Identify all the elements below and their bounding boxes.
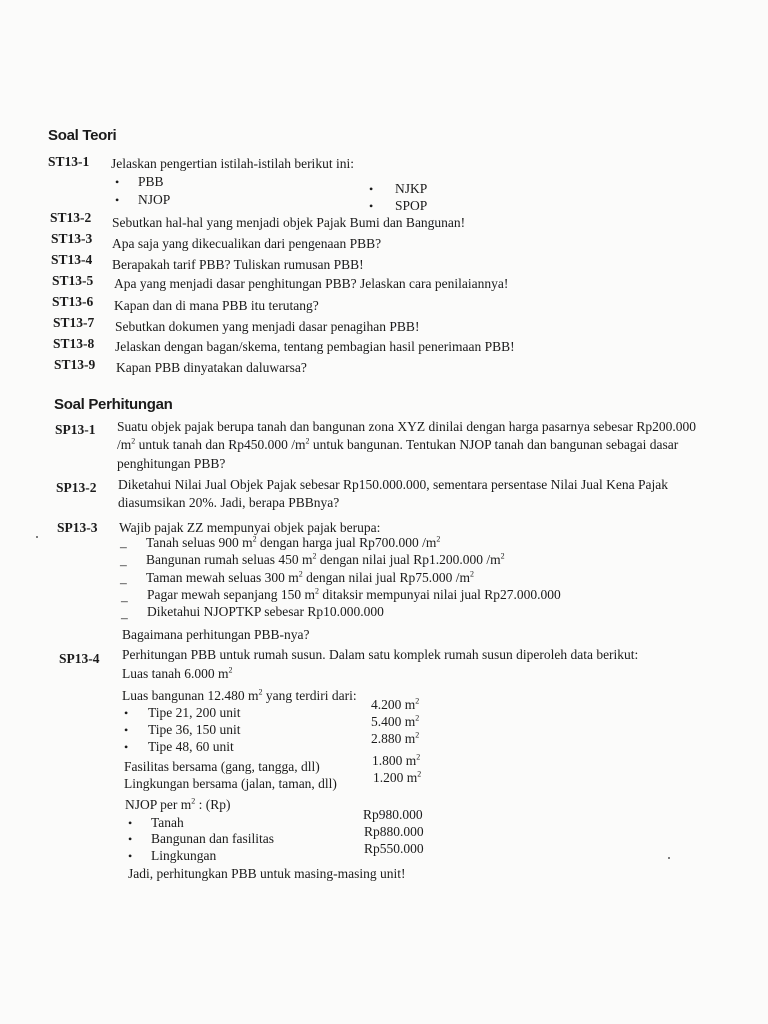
question-text: Sebutkan dokumen yang menjadi dasar penagihan PBB! [115,319,420,334]
question-text: Sebutkan hal-hal yang menjadi objek Pajak Bumi dan Bangunan! [112,215,466,230]
question-text: Perhitungan PBB untuk rumah susun. Dalam satu komplek rumah susun diperoleh data berikut: [122,647,639,662]
list-item: Bangunan rumah seluas 450 $m^2$ dengan nilai jual Rp1.200.000 $/m^2$ [146,551,505,567]
question-code: ST13-8 [53,336,95,351]
question-text: Jelaskan pengertian istilah-istilah berikut ini: [111,156,354,171]
question-code: SP13-4 [59,651,100,666]
section-title-soal-teori: Soal Teori [48,127,117,144]
question-text: Diketahui Nilai Jual Objek Pajak sebesar Rp150.000.000, sementara persentase Nilai Jual Kena Pajak [118,477,668,492]
question-text: Kapan dan di mana PBB itu terutang? [114,298,319,313]
bullet-icon: • [369,199,374,213]
closing-text: Jadi, perhitungkan PBB untuk masing-masing unit! [128,866,406,881]
list-item: Pagar mewah sepanjang 150 $m^2$ ditaksir mempunyai nilai jual Rp27.000.000 [147,586,561,602]
list-item-value: 2.880 $m^2$ [371,730,420,746]
bullet-icon: • [124,706,129,720]
list-item-label: Tipe 36, 150 unit [148,722,241,737]
dash-icon: – [121,593,128,608]
dash-icon: – [120,539,127,554]
question-text: Berapakah tarif PBB? Tuliskan rumusan PBB! [112,257,364,272]
list-item-label: Bangunan dan fasilitas [151,831,274,846]
question-code: ST13-2 [50,210,92,225]
dash-icon: – [120,557,127,572]
scan-speck [668,857,670,859]
list-item-value: 1.800 $m^2$ [372,752,421,768]
list-item-label: Tipe 48, 60 unit [148,739,234,754]
list-item-label: Lingkungan bersama (jalan, taman, dll) [124,776,337,791]
list-item-value: 4.200 $m^2$ [371,696,420,712]
dash-icon: – [120,575,127,590]
list-item-value: Rp880.000 [364,824,424,839]
data-line: Luas bangunan 12.480 $m^2$ yang terdiri dari: [122,687,357,703]
question-text: Bagaimana perhitungan PBB-nya? [122,627,310,642]
dash-icon: – [121,610,128,625]
question-text: Wajib pajak ZZ mempunyai objek pajak berupa: [119,520,381,535]
question-text: Jelaskan dengan bagan/skema, tentang pembagian hasil penerimaan PBB! [115,339,515,354]
list-item: Diketahui NJOPTKP sebesar Rp10.000.000 [147,604,384,619]
question-code: SP13-1 [55,422,96,437]
bullet-icon: • [115,175,120,189]
question-code: ST13-1 [48,154,90,169]
question-code: ST13-4 [51,252,93,267]
list-item-label: Tanah [151,815,184,830]
term-item: NJOP [138,192,171,207]
list-item-label: Tipe 21, 200 unit [148,705,241,720]
question-text: diasumsikan 20%. Jadi, berapa PBBnya? [118,495,340,510]
question-text: Kapan PBB dinyatakan daluwarsa? [116,360,307,375]
question-text: Apa saja yang dikecualikan dari pengenaan PBB? [112,236,382,251]
question-code: ST13-3 [51,231,93,246]
list-item-value: 1.200 $m^2$ [373,769,422,785]
question-code: ST13-9 [54,357,96,372]
bullet-icon: • [124,723,129,737]
question-text: Apa yang menjadi dasar penghitungan PBB? Jelaskan cara penilaiannya! [114,276,509,291]
list-item-value: Rp980.000 [363,807,423,822]
data-line: NJOP per $m^2$ : (Rp) [125,796,231,812]
bullet-icon: • [128,816,133,830]
list-item-value: 5.400 $m^2$ [371,713,420,729]
question-code: SP13-3 [57,520,98,535]
term-item: PBB [138,174,164,189]
list-item-label: Fasilitas bersama (gang, tangga, dll) [124,759,320,774]
section-title-soal-perhitungan: Soal Perhitungan [54,396,173,413]
list-item: Taman mewah seluas 300 $m^2$ dengan nilai jual Rp75.000 $/m^2$ [146,569,474,585]
list-item: Tanah seluas 900 $m^2$ dengan harga jual Rp700.000 $/m^2$ [146,534,441,550]
bullet-icon: • [369,182,374,196]
term-item: SPOP [395,198,428,213]
question-code: SP13-2 [56,480,97,495]
bullet-icon: • [128,849,133,863]
data-line: Luas tanah 6.000 $m^2$ [122,665,233,681]
question-code: ST13-7 [53,315,95,330]
question-code: ST13-6 [52,294,94,309]
list-item-value: Rp550.000 [364,841,424,856]
term-item: NJKP [395,181,428,196]
bullet-icon: • [115,193,120,207]
question-text: $/m^2$ untuk tanah dan Rp450.000 $/m^2$ untuk bangunan. Tentukan NJOP tanah dan bangunan sebagai dasar [117,436,679,452]
question-text: penghitungan PBB? [117,456,226,471]
scan-speck [36,536,38,538]
question-text: Suatu objek pajak berupa tanah dan bangunan zona XYZ dinilai dengan harga pasarnya sebesar Rp200.000 [117,419,696,434]
bullet-icon: • [128,832,133,846]
question-code: ST13-5 [52,273,94,288]
list-item-label: Lingkungan [151,848,217,863]
bullet-icon: • [124,740,129,754]
